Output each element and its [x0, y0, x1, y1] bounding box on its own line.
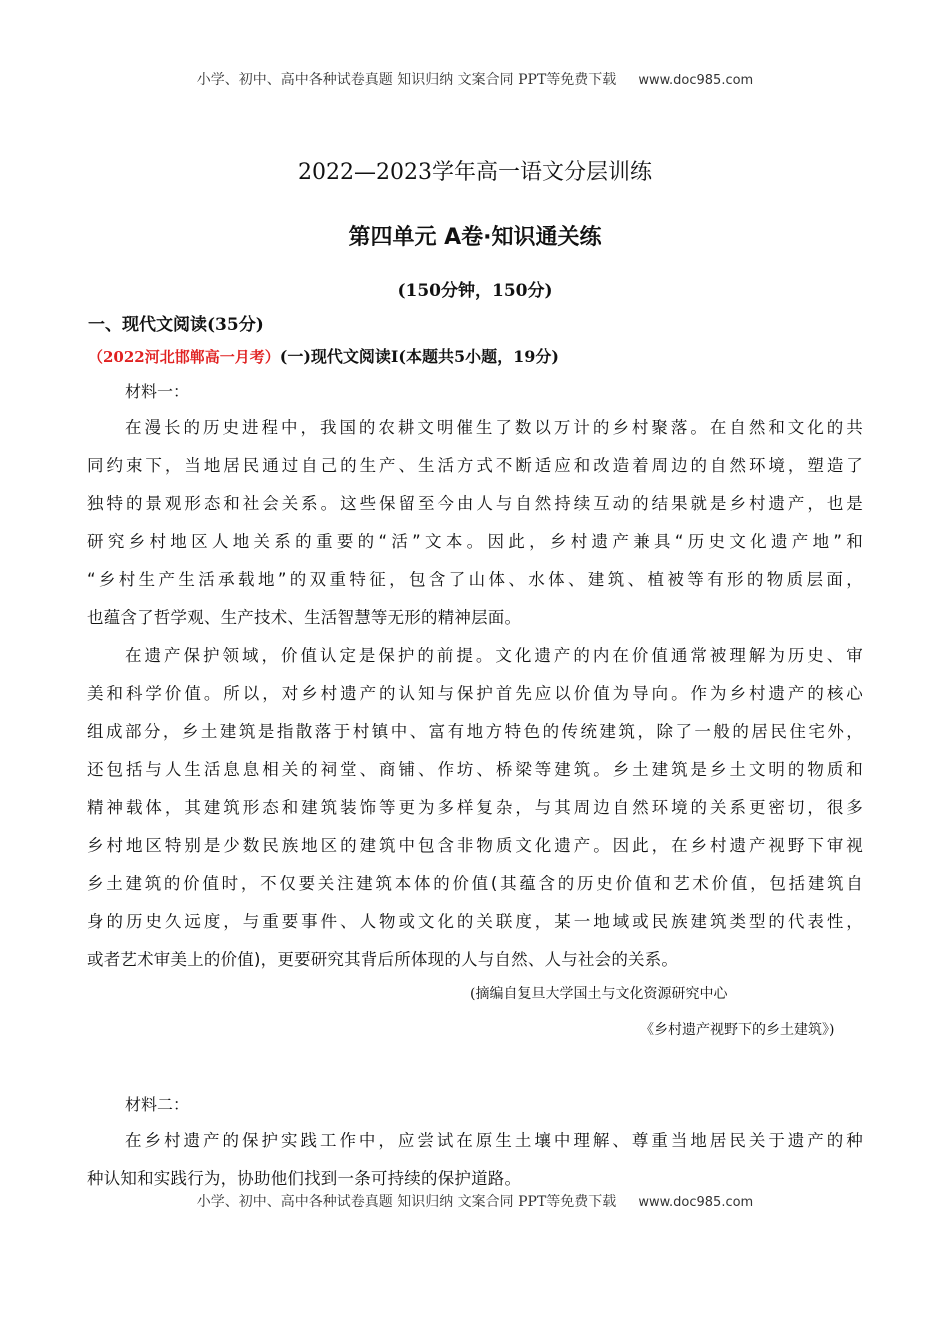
text-line: “乡村生产生活承载地”的双重特征，包含了山体、水体、建筑、植被等有形的物质层面，: [87, 570, 863, 589]
document-title: 2022—2023学年高一语文分层训练: [298, 160, 652, 185]
footer-site-link[interactable]: www.doc985.com: [638, 1195, 754, 1210]
text-line: 精神载体，其建筑形态和建筑装饰等更为多样复杂，与其周边自然环境的关系更密切，很多: [87, 798, 863, 817]
exam-time: (150分钟，150分): [397, 281, 553, 301]
footer-text: 小学、初中、高中各种试卷真题 知识归纳 文案合同 PPT等免费下载: [196, 1194, 617, 1210]
text-line: 身的历史久远度，与重要事件、人物或文化的关联度，某一地域或民族建筑类型的代表性，: [87, 912, 863, 931]
document-subtitle: 第四单元 A卷·知识通关练: [348, 225, 602, 250]
header-site-link[interactable]: www.doc985.com: [638, 73, 754, 88]
material1-label: 材料一：: [125, 382, 190, 401]
citation-source: (摘编自复旦大学国土与文化资源研究中心: [470, 986, 728, 1002]
text-line: 研究乡村地区人地关系的重要的“活”文本。因此，乡村遗产兼具“历史文化遗产地”和: [87, 532, 863, 551]
page-header: [0, 69, 950, 89]
text-line: 还包括与人生活息息相关的祠堂、商铺、作坊、桥梁等建筑。乡土建筑是乡土文明的物质和: [87, 760, 863, 779]
text-line: 独特的景观形态和社会关系。这些保留至今由人与自然持续互动的结果就是乡村遗产，也是: [87, 494, 863, 513]
text-line: 乡村地区特别是少数民族地区的建筑中包含非物质文化遗产。因此，在乡村遗产视野下审视: [87, 836, 863, 855]
text-line: 美和科学价值。所以，对乡村遗产的认知与保护首先应以价值为导向。作为乡村遗产的核心: [87, 684, 863, 703]
section-heading: 一、现代文阅读(35分): [88, 315, 264, 335]
text-line: 在漫长的历史进程中，我国的农耕文明催生了数以万计的乡村聚落。在自然和文化的共: [125, 418, 863, 437]
source-tag: （2022河北邯郸高一月考）: [88, 348, 280, 366]
text-line: 组成部分，乡土建筑是指散落于村镇中、富有地方特色的传统建筑，除了一般的居民住宅外，: [87, 722, 863, 741]
text-line: 或者艺术审美上的价值)，更要研究其背后所体现的人与自然、人与社会的关系。: [87, 950, 679, 969]
text-line: 种认知和实践行为，协助他们找到一条可持续的保护道路。: [87, 1169, 522, 1188]
material2-label: 材料二：: [125, 1095, 190, 1114]
question-info: (一)现代文阅读Ⅰ(本题共5小题，19分): [279, 347, 559, 366]
text-line: 在乡村遗产的保护实践工作中，应尝试在原生土壤中理解、尊重当地居民关于遗产的种: [125, 1131, 863, 1150]
text-line: 乡土建筑的价值时，不仅要关注建筑本体的价值(其蕴含的历史价值和艺术价值，包括建筑自: [87, 874, 863, 893]
question-source: [88, 344, 559, 367]
page-footer: [0, 1191, 950, 1211]
header-text: 小学、初中、高中各种试卷真题 知识归纳 文案合同 PPT等免费下载: [196, 72, 617, 88]
text-line: 同约束下，当地居民通过自己的生产、生活方式不断适应和改造着周边的自然环境，塑造了: [87, 456, 863, 475]
text-line: 在遗产保护领域，价值认定是保护的前提。文化遗产的内在价值通常被理解为历史、审: [125, 646, 863, 665]
text-line: 也蕴含了哲学观、生产技术、生活智慧等无形的精神层面。: [87, 608, 522, 627]
citation-title: 《乡村遗产视野下的乡土建筑》): [640, 1022, 835, 1038]
